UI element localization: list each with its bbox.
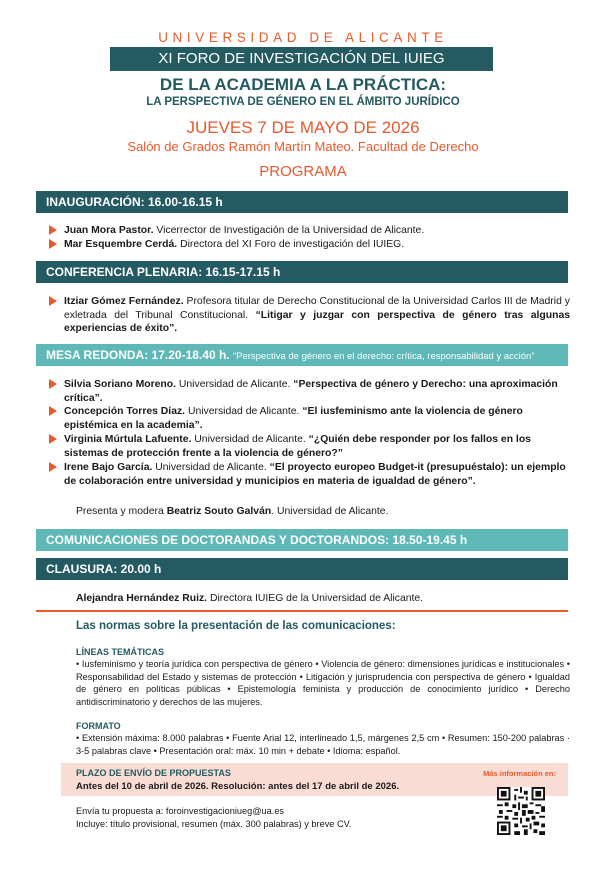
speaker-name: Concepción Torres Díaz. — [64, 406, 186, 417]
forum-banner: XI FORO DE INVESTIGACIÓN DEL IUIEG — [110, 47, 493, 71]
event-date: JUEVES 7 DE MAYO DE 2026 — [186, 118, 420, 137]
speaker-desc: Vicerrector de Investigación de la Universidad de Alicante. — [153, 225, 425, 236]
qr-code-icon[interactable] — [497, 787, 545, 835]
mesa-bar — [36, 344, 568, 366]
inauguracion-item — [64, 238, 570, 252]
plazo-heading: PLAZO DE ENVÍO DE PROPUESTAS — [76, 768, 231, 778]
main-title: DE LA ACADEMIA A LA PRÁCTICA: — [159, 75, 447, 94]
talk-title: “Perspectiva de género y Derecho: una aproximación crítica”. — [64, 379, 558, 404]
more-info-label: Más información en: — [483, 769, 556, 778]
bullet-arrow-icon — [49, 462, 57, 472]
mesa-item — [64, 461, 570, 488]
plazo-box — [61, 763, 568, 796]
bullet-arrow-icon — [49, 379, 57, 389]
speaker-desc: Profesora titular de Derecho Constitucional de la Universidad Carlos III de Madrid y exletrada del Tribunal Constitucional. — [64, 296, 570, 321]
envio-includes: Incluye: título provisional, resumen (máx. 300 palabras) y breve CV. — [76, 819, 352, 829]
talk-title: “Litigar y juzgar con perspectiva de género tras algunas experiencias de éxito”. — [64, 309, 570, 334]
university-title: UNIVERSIDAD DE ALICANTE — [158, 30, 448, 45]
envio-line — [76, 806, 284, 816]
inauguracion-bar: INAUGURACIÓN: 16.00-16.15 h — [36, 191, 568, 213]
main-subtitle: LA PERSPECTIVA DE GÉNERO EN EL ÁMBITO JURÍDICO — [146, 96, 460, 108]
bullet-arrow-icon — [49, 296, 57, 306]
lineas-heading: LÍNEAS TEMÁTICAS — [76, 647, 165, 657]
bullet-arrow-icon — [49, 225, 57, 235]
formato-heading: FORMATO — [76, 721, 121, 731]
mesa-item — [64, 433, 570, 460]
moderator-prefix: Presenta y modera — [76, 506, 167, 517]
moderator-name: Beatriz Souto Galván — [166, 506, 272, 517]
conferencia-bar: CONFERENCIA PLENARIA: 16.15-17.15 h — [36, 261, 568, 283]
contact-email[interactable]: foroinvestigacioniueg@ua.es — [165, 806, 285, 816]
talk-title: “¿Quién debe responder por los fallos en los sistemas de protección frente a la violencia de género?” — [64, 434, 531, 459]
formato-text: • Extensión máxima: 8.000 palabras • Fuente Arial 12, interlineado 1,5, márgenes 2,5 cm • Resumen: 150-200 palabras · 3-5 palabras clave • Presentación oral: máx. 10 min + debate • Idioma: español. — [76, 733, 570, 756]
moderator-suffix: . Universidad de Alicante. — [271, 506, 389, 517]
event-place: Salón de Grados Ramón Martín Mateo. Facultad de Derecho — [127, 139, 479, 154]
conferencia-item — [64, 295, 570, 336]
bullet-arrow-icon — [49, 434, 57, 444]
divider-rule — [36, 610, 568, 612]
speaker-desc: Universidad de Alicante. — [176, 379, 294, 390]
mesa-topic: “Perspectiva de género en el derecho: crítica, responsabilidad y acción” — [232, 351, 535, 362]
speaker-desc: Directora IUIEG de la Universidad de Alicante. — [207, 593, 424, 604]
speaker-name: Alejandra Hernández Ruiz. — [76, 593, 208, 604]
clausura-bar: CLAUSURA: 20.00 h — [36, 558, 568, 580]
speaker-name: Virginia Múrtula Lafuente. — [64, 434, 192, 445]
mesa-item — [64, 378, 570, 405]
speaker-name: Irene Bajo García. — [64, 462, 153, 473]
speaker-name: Itziar Gómez Fernández. — [64, 296, 184, 307]
talk-title: “El iusfeminismo ante la violencia de género epistémica en la academia”. — [64, 406, 523, 431]
moderator-line — [76, 505, 570, 519]
bullet-arrow-icon — [49, 239, 57, 249]
speaker-name: Juan Mora Pastor. — [64, 225, 154, 236]
lineas-text: • Iusfeminismo y teoría jurídica con perspectiva de género • Violencia de género: dimensiones jurídicas e institucionales • Responsabilidad del Estado y sistemas de protección • Litigación y jurisprudencia con perspectiva de género • Igualdad de género en políticas públicas • Epistemología feminista y producción de conocimiento jurídico • Derecho antidiscriminatorio y derechos de las mujeres. — [76, 659, 570, 707]
speaker-desc: Directora del XI Foro de investigación del IUIEG. — [177, 239, 405, 250]
bullet-arrow-icon — [49, 406, 57, 416]
mesa-item — [64, 405, 570, 432]
speaker-name: Silvia Soriano Moreno. — [64, 379, 177, 390]
comunicaciones-bar: COMUNICACIONES DE DOCTORANDAS Y DOCTORANDOS: 18.50-19.45 h — [36, 529, 568, 551]
program-heading: PROGRAMA — [259, 163, 347, 180]
plazo-body: Antes del 10 de abril de 2026. Resolución: antes del 17 de abril de 2026. — [76, 781, 400, 792]
normas-title: Las normas sobre la presentación de las comunicaciones: — [76, 620, 396, 632]
speaker-desc: Universidad de Alicante. — [191, 434, 309, 445]
talk-title: “El proyecto europeo Budget-it (presupuéstalo): un ejemplo de colaboración entre universidad y municipios en materia de igualdad de género”. — [64, 462, 566, 487]
speaker-desc: Universidad de Alicante. — [185, 406, 303, 417]
speaker-name: Mar Esquembre Cerdá. — [64, 239, 178, 250]
clausura-item — [76, 592, 570, 606]
mesa-label: MESA REDONDA: 17.20-18.40 h. — [46, 348, 230, 362]
speaker-desc: Universidad de Alicante. — [152, 462, 270, 473]
envio-prefix: Envía tu propuesta a: — [76, 806, 166, 816]
inauguracion-item — [64, 224, 570, 238]
